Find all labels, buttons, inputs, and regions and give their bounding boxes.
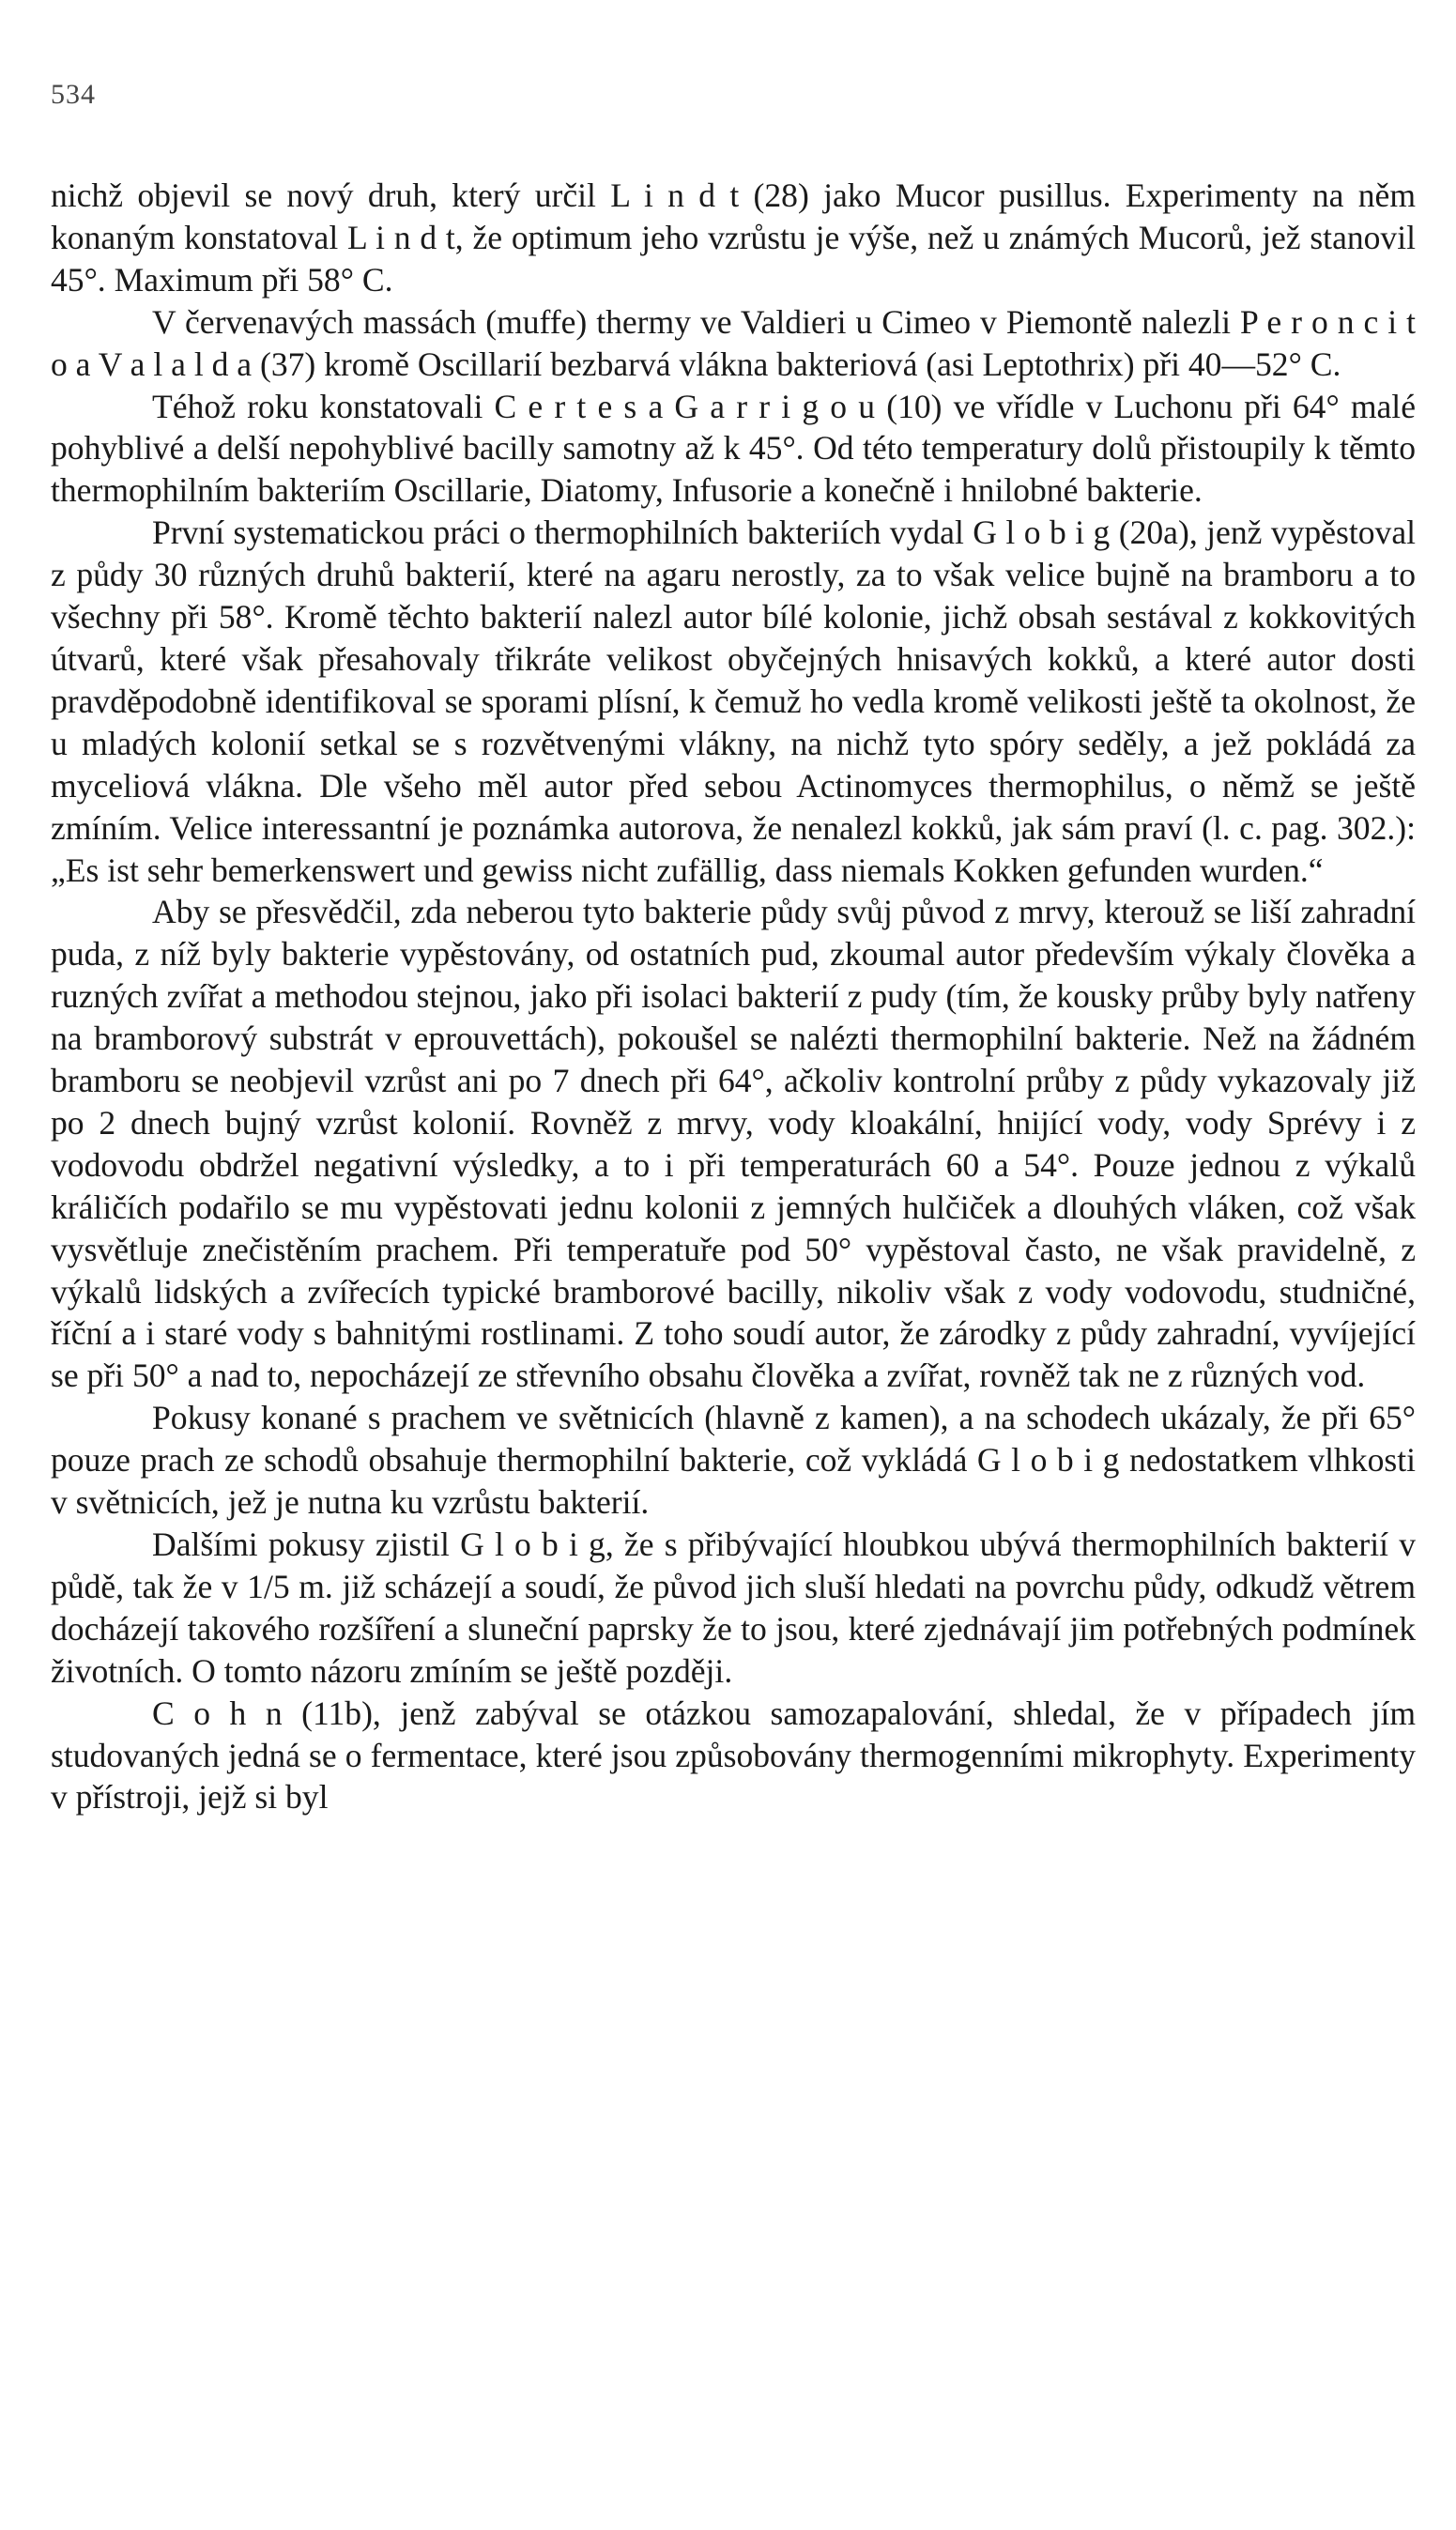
paragraph: Aby se přesvědčil, zda neberou tyto bakterie půdy svůj původ z mrvy, kterouž se liší zahradní puda, z níž byly bakterie vypěstovány, od ostatních pud, zkoumal autor především výkaly člověka a ruzných zvířat a methodou stejnou, jako při isolaci bakterií z pudy (tím, že kousky průby byly natřeny na bramborový substrát v eprouvettách), pokoušel se nalézti thermophilní bakterie. Než na žádném bramboru se neobjevil vzrůst ani po 7 dnech při 64°, ačkoliv kontrolní průby z půdy vykazovaly již po 2 dnech bujný vzrůst kolonií. Rovněž z mrvy, vody kloakální, hnijící vody, vody Sprévy i z vodovodu obdržel negativní výsledky, a to i při temperaturách 60 a 54°. Pouze jednou z výkalů králičích podařilo se mu vypěstovati jednu kolonii z jemných hulčiček a dlouhých vláken, což však vysvětluje znečistěním prachem. Při temperatuře pod 50° vypěstoval často, ne však pravidelně, z výkalů lidských a zvířecích typické bramborové bacilly, nikoliv však z vody vodovodu, studničné, říční a i staré vody s bahnitými rostlinami. Z toho soudí autor, že zárodky z půdy zahradní, vyvíjející se při 50° a nad to, nepocházejí ze střevního obsahu člověka a zvířat, rovněž tak ne z různých vod. bbox=[51, 893, 1416, 1395]
paragraph: Pokusy konané s prachem ve světnicích (hlavně z kamen), a na schodech ukázaly, že při 65° pouze prach ze schodů obsahuje thermophilní bakterie, což vykládá G l o b i g nedostatkem vlhkosti v světnicích, jež je nutna ku vzrůstu bakterií. bbox=[51, 1399, 1416, 1522]
text-body bbox=[51, 175, 1416, 1818]
paragraph: nichž objevil se nový druh, který určil L i n d t (28) jako Mucor pusillus. Experimenty na něm konaným konstatoval L i n d t, že optimum jeho vzrůstu je výše, než u známých Mucorů, jež stanovil 45°. Maximum při 58° C. bbox=[51, 176, 1416, 299]
paragraph: Téhož roku konstatovali C e r t e s a G a r r i g o u (10) ve vřídle v Luchonu při 64° malé pohyblivé a delší nepohyblivé bacilly samotny až k 45°. Od této temperatury dolů přistoupily k těmto thermophilním bakteriím Oscillarie, Diatomy, Infusorie a konečně i hnilobné bakterie. bbox=[51, 387, 1416, 510]
paragraph: C o h n (11b), jenž zabýval se otázkou samozapalování, shledal, že v případech jím studovaných jedná se o fermentace, které jsou způsobovány thermogenními mikrophyty. Experimenty v přístroji, jejž si byl bbox=[51, 1694, 1416, 1817]
paragraph: V červenavých massách (muffe) thermy ve Valdieri u Cimeo v Piemontě nalezli P e r o n c i t o a V a l a l d a (37) kromě Oscillarií bezbarvá vlákna bakteriová (asi Leptothrix) při 40—52° C. bbox=[51, 302, 1416, 383]
page-number: 534 bbox=[51, 79, 96, 110]
paragraph: Dalšími pokusy zjistil G l o b i g, že s přibývající hloubkou ubývá thermophilních bakterií v půdě, tak že v 1/5 m. již scházejí a soudí, že původ jich sluší hledati na povrchu půdy, odkudž větrem docházejí takového rozšíření a sluneční paprsky že to jsou, které zjednávají jim potřebných podmínek životních. O tomto názoru zmíním se ještě později. bbox=[51, 1526, 1416, 1690]
paragraph: První systematickou práci o thermophilních bakteriích vydal G l o b i g (20a), jenž vypěstoval z půdy 30 různých druhů bakterií, které na agaru nerostly, za to však velice bujně na bramboru a to všechny při 58°. Kromě těchto bakterií nalezl autor bílé kolonie, jichž obsah sestával z kokkovitých útvarů, které však přesahovaly třikráte velikost obyčejných hnisavých kokků, a které autor dosti pravděpodobně identifikoval se sporami plísní, k čemuž ho vedla kromě velikosti ještě ta okolnost, že u mladých kolonií setkal se s rozvětvenými vlákny, na nichž tyto spóry seděly, a jež pokládá za myceliová vlákna. Dle všeho měl autor před sebou Actinomyces thermophilus, o němž se ještě zmíním. Velice interessantní je poznámka autorova, že nenalezl kokků, jak sám praví (l. c. pag. 302.): „Es ist sehr bemerkenswert und gewiss nicht zufällig, dass niemals Kokken gefunden wurden.“ bbox=[51, 514, 1416, 889]
